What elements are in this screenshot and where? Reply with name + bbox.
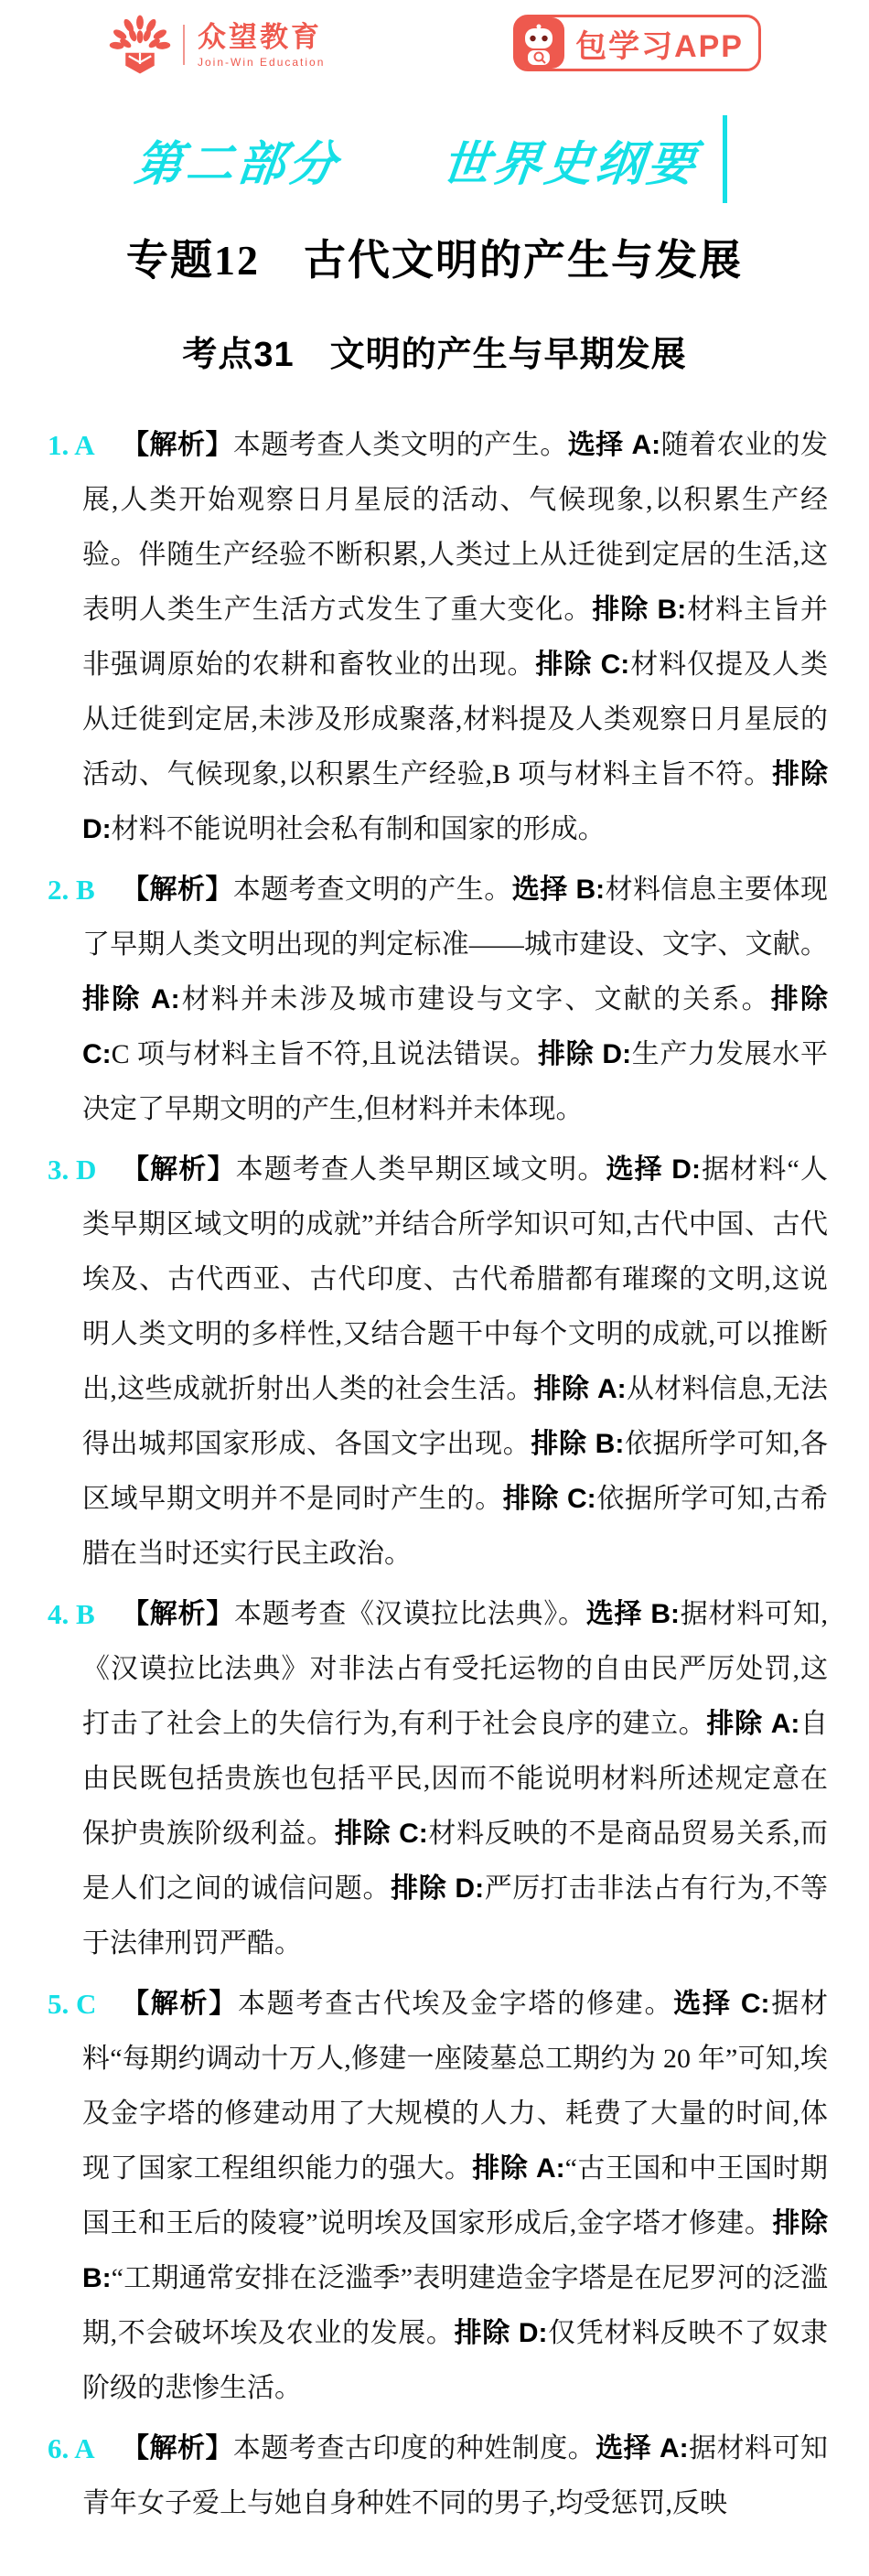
answer-item — [48, 418, 829, 857]
emphasis-run: 排除 D: — [454, 2318, 548, 2348]
answer-text — [82, 1143, 828, 1582]
text-run: 据材料“每期约调动十万人,修建一座陵墓总工期约为 20 年”可知,埃及金字塔的修建动用了大规模的人力、耗费了大量的时间,体现了国家工程组织能力的强大。 — [82, 1989, 828, 2184]
emphasis-run: 选择 D: — [606, 1154, 701, 1185]
emphasis-run: 排除 A: — [472, 2153, 565, 2184]
answer-number: 1. A — [48, 429, 95, 461]
text-run: 仅凭材料反映不了奴隶阶级的悲惨生活。 — [82, 2318, 828, 2403]
text-run: 据材料可知青年女子爱上与她自身种姓不同的男子,均受惩罚,反映 — [82, 2433, 829, 2518]
emphasis-run: 排除 A: — [706, 1709, 800, 1739]
emphasis-run: 排除 D: — [82, 759, 829, 844]
answer-text — [82, 418, 828, 857]
emphasis-run: 选择 A: — [567, 430, 661, 460]
answer-item — [48, 863, 829, 1137]
emphasis-run: 【解析】 — [122, 1599, 234, 1629]
emphasis-run: 选择 B: — [511, 875, 606, 905]
text-run: 材料主旨并非强调原始的农耕和畜牧业的出现。 — [82, 595, 828, 680]
text-run: 据材料可知,《汉谟拉比法典》对非法占有受托运物的自由民严厉处罚,这打击了社会上的失信行为,有利于社会良序的建立。 — [82, 1599, 828, 1739]
emphasis-run: 排除 C: — [502, 1484, 596, 1514]
emphasis-run: 排除 D: — [537, 1039, 632, 1069]
text-run: 自由民既包括贵族也包括平民,因而不能说明材料所述规定意在保护贵族阶级利益。 — [82, 1709, 829, 1849]
text-run: 本题考查人类早期区域文明。 — [235, 1154, 606, 1185]
emphasis-run: 【解析】 — [122, 1989, 238, 2019]
text-run: 生产力发展水平决定了早期文明的产生,但材料并未体现。 — [82, 1039, 828, 1124]
text-run: 严厉打击非法占有行为,不等于法律刑罚严酷。 — [82, 1873, 829, 1959]
emphasis-run: 排除 C: — [334, 1819, 428, 1849]
app-badge-label: 包学习APP — [575, 28, 744, 64]
flower-pen-logo-icon — [106, 13, 174, 77]
text-run: C 项与材料主旨不符,且说法错误。 — [111, 1039, 538, 1069]
text-run: 本题考查古代埃及金字塔的修建。 — [238, 1989, 674, 2019]
answer-item — [48, 2421, 829, 2531]
app-badge — [513, 15, 761, 71]
part-title-bar — [723, 115, 727, 203]
answer-text — [82, 1977, 828, 2416]
emphasis-run: 排除 B: — [82, 2208, 828, 2293]
emphasis-run: 选择 C: — [673, 1989, 770, 2019]
emphasis-run: 选择 B: — [585, 1599, 680, 1629]
emphasis-run: 排除 A: — [533, 1374, 627, 1404]
emphasis-run: 【解析】 — [122, 2433, 233, 2463]
text-run: 本题考查人类文明的产生。 — [232, 430, 568, 460]
text-run: 本题考查《汉谟拉比法典》。 — [234, 1599, 586, 1629]
text-run: 随着农业的发展,人类开始观察日月星辰的活动、气候现象,以积累生产经验。伴随生产经验不断积累,人类过上从迁徙到定居的生活,这表明人类生产生活方式发生了重大变化。 — [82, 430, 829, 625]
brand-divider — [183, 25, 185, 65]
answer-text — [82, 2421, 828, 2531]
text-run: 材料并未涉及城市建设与文字、文献的关系。 — [179, 984, 771, 1014]
answer-item — [48, 1977, 828, 2416]
text-run: 依据所学可知,各区域早期文明并不是同时产生的。 — [82, 1429, 828, 1514]
text-run: 本题考查文明的产生。 — [232, 875, 512, 905]
text-run: 依据所学可知,古希腊在当时还实行民主政治。 — [82, 1484, 829, 1569]
emphasis-run: 排除 C: — [535, 649, 630, 680]
topic-title: 专题12 古代文明的产生与发展 — [126, 237, 743, 284]
emphasis-run: 【解析】 — [122, 875, 233, 905]
answer-list — [48, 418, 829, 2531]
brand-name-en: Join-Win Education — [198, 55, 326, 69]
text-run: 据材料“人类早期区域文明的成就”并结合所学知识可知,古代中国、古代埃及、古代西亚、古代印度、古代希腊都有璀璨的文明,这说明人类文明的多样性,又结合题干中每个文明的成就,可以推断出,这些成就折射出人类的社会生活。 — [82, 1154, 829, 1404]
text-run: 从材料信息,无法得出城邦国家形成、各国文字出现。 — [82, 1374, 828, 1459]
part-title: 第二部分 世界史纲要 — [132, 137, 702, 191]
text-run: 本题考查古印度的种姓制度。 — [232, 2433, 596, 2463]
answer-item — [48, 1143, 829, 1582]
text-run: 材料信息主要体现了早期人类文明出现的判定标准——城市建设、文字、文献。 — [82, 875, 829, 960]
answer-number: 2. B — [48, 874, 95, 906]
answer-number: 5. C — [48, 1988, 97, 2020]
emphasis-run: 排除 A: — [82, 984, 180, 1014]
emphasis-run: 【解析】 — [122, 430, 233, 460]
text-run: “工期通常安排在泛滥季”表明建造金字塔是在尼罗河的泛滥期,不会破坏埃及农业的发展。 — [82, 2263, 828, 2348]
emphasis-run: 排除 B: — [592, 595, 687, 625]
emphasis-run: 排除 B: — [531, 1429, 625, 1459]
answer-number: 4. B — [48, 1598, 95, 1630]
part-title-row — [132, 115, 869, 203]
emphasis-run: 选择 A: — [595, 2433, 689, 2463]
brand-name-cn: 众望教育 — [198, 20, 322, 53]
emphasis-run: 【解析】 — [122, 1154, 236, 1185]
emphasis-run: 排除 D: — [391, 1873, 485, 1904]
answer-number: 6. A — [48, 2432, 95, 2464]
emphasis-run: 排除 C: — [82, 984, 828, 1069]
brand-text — [198, 22, 325, 69]
point-title: 考点31 文明的产生与早期发展 — [182, 336, 687, 374]
robot-mascot-icon — [513, 17, 564, 69]
text-run: “古王国和中王国时期国王和王后的陵寝”说明埃及国家形成后,金字塔才修建。 — [82, 2153, 828, 2238]
page-header — [0, 0, 869, 77]
text-run: 材料反映的不是商品贸易关系,而是人们之间的诚信问题。 — [82, 1819, 829, 1904]
text-run: 材料不能说明社会私有制和国家的形成。 — [111, 814, 606, 844]
text-run: 材料仅提及人类从迁徙到定居,未涉及形成聚落,材料提及人类观察日月星辰的活动、气候现象,以积累生产经验,B 项与材料主旨不符。 — [82, 649, 828, 789]
answer-text — [82, 1587, 828, 1971]
answer-number: 3. D — [48, 1154, 97, 1186]
answer-text — [82, 863, 828, 1137]
brand-logo — [106, 13, 325, 77]
answer-item — [48, 1587, 829, 1971]
